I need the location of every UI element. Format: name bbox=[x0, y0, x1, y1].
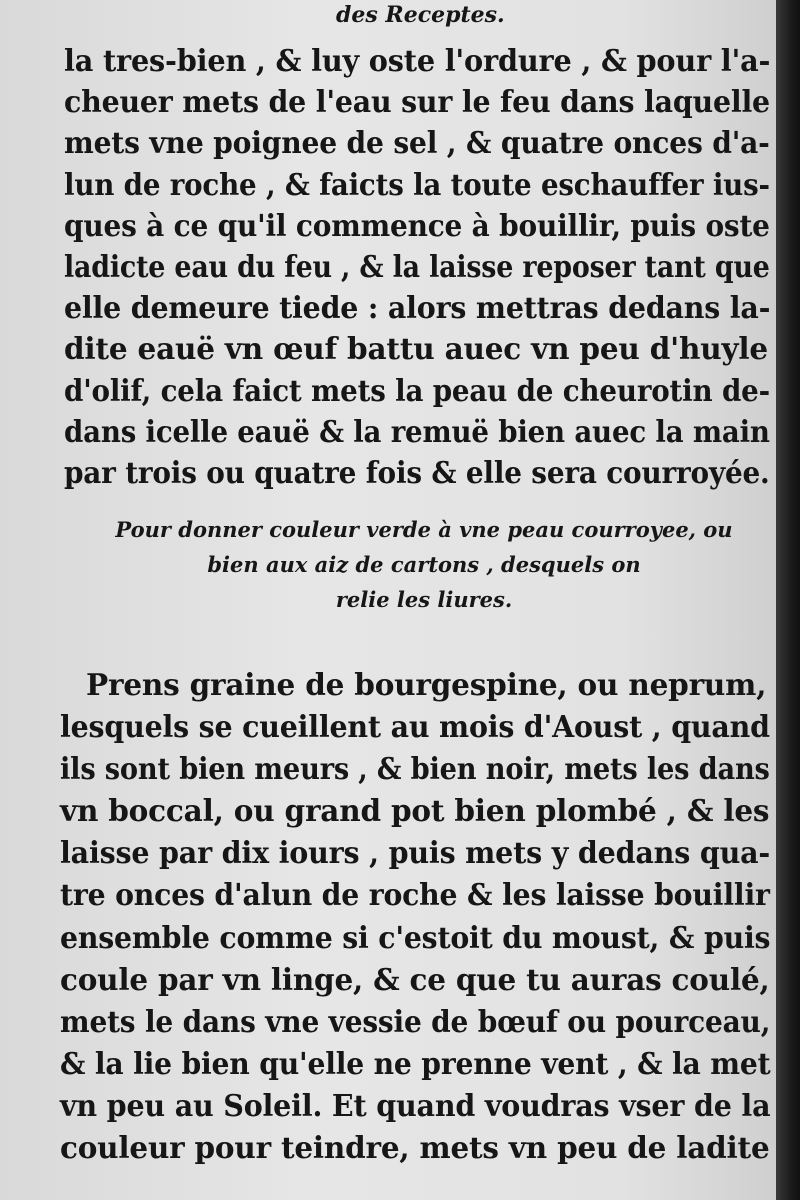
text-line: ladicte eau du feu , & la laisse reposer tant que bbox=[64, 249, 770, 285]
text-line: d'olif, cela faict mets la peau de cheurotin de- bbox=[64, 372, 770, 408]
text-line: dite eauë vn œuf battu auec vn peu d'huyle bbox=[64, 331, 768, 367]
text-line: ques à ce qu'il commence à bouillir, puis oste bbox=[64, 207, 770, 243]
heading-line: Pour donner couleur verde à vne peau courroyee, ou bbox=[115, 517, 733, 542]
heading-line: bien aux aiz de cartons , desquels on bbox=[207, 552, 641, 577]
text-line: Prens graine de bourgespine, ou neprum, bbox=[86, 667, 767, 702]
text-line: mets le dans vne vessie de bœuf ou pourceau, bbox=[60, 1003, 771, 1039]
text-line: coule par vn linge, & ce que tu auras coulé, bbox=[60, 961, 770, 997]
heading-line: relie les liures. bbox=[335, 587, 513, 612]
page-edge-shadow bbox=[776, 0, 800, 1200]
text-line: vn boccal, ou grand pot bien plombé , & les bbox=[60, 793, 770, 829]
text-line: lun de roche , & faicts la toute eschauffer ius- bbox=[64, 166, 770, 202]
text-line: vn peu au Soleil. Et quand voudras vser de la bbox=[60, 1087, 771, 1123]
text-line: ils sont bien meurs , & bien noir, mets les dans bbox=[60, 751, 770, 787]
text-line: mets vne poignee de sel , & quatre onces d'a- bbox=[64, 125, 770, 161]
text-line: lesquels se cueillent au mois d'Aoust , quand bbox=[60, 709, 770, 745]
running-head: des Receptes. bbox=[336, 2, 505, 28]
text-line: par trois ou quatre fois & elle sera courroyée. bbox=[64, 455, 770, 491]
paragraph-1 bbox=[64, 40, 776, 493]
paragraph-2 bbox=[60, 664, 776, 1169]
text-line: laisse par dix iours , puis mets y dedans qua- bbox=[60, 835, 771, 871]
text-line: dans icelle eauë & la remuë bien auec la main bbox=[64, 413, 770, 449]
text-line: tre onces d'alun de roche & les laisse bouillir bbox=[60, 877, 770, 913]
text-line: ensemble comme si c'estoit du moust, & puis bbox=[60, 919, 771, 955]
text-line: & la lie bien qu'elle ne prenne vent , & la met bbox=[60, 1045, 771, 1081]
text-line: couleur pour teindre, mets vn peu de ladite bbox=[60, 1130, 770, 1166]
text-line: la tres-bien , & luy oste l'ordure , & pour l'a- bbox=[64, 43, 771, 78]
section-heading bbox=[64, 512, 776, 617]
text-line: cheuer mets de l'eau sur le feu dans laquelle bbox=[64, 84, 770, 120]
text-line: elle demeure tiede : alors mettras dedans la- bbox=[64, 290, 771, 326]
